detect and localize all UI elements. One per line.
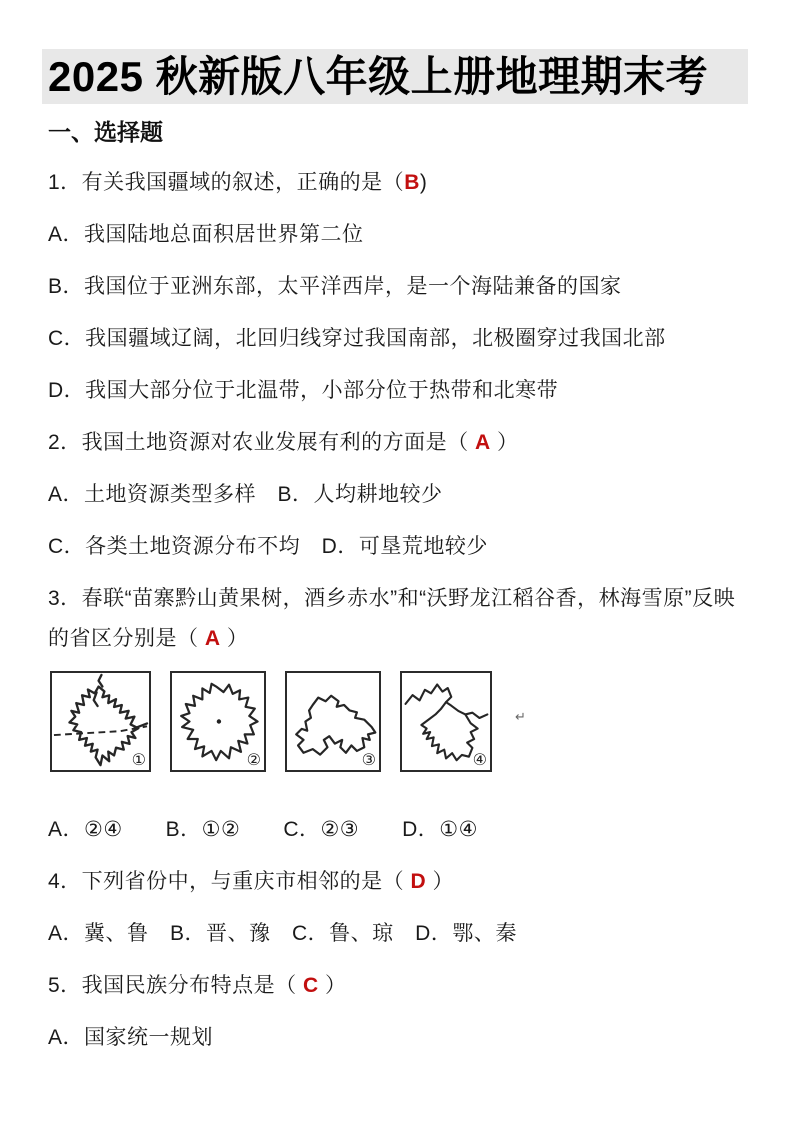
capital-city-dot xyxy=(217,719,221,723)
province-outline xyxy=(421,702,477,760)
question-1-option-b: B．我国位于亚洲东部，太平洋西岸，是一个海陆兼备的国家 xyxy=(48,275,622,298)
question-1-text: 1．有关我国疆域的叙述，正确的是（ xyxy=(48,171,405,194)
question-3-close: ） xyxy=(220,627,249,650)
question-5-stem xyxy=(48,966,748,1006)
question-5-text: 5．我国民族分布特点是（ xyxy=(48,974,304,997)
question-2-stem xyxy=(48,423,748,463)
page-title: 2025 秋新版八年级上册地理期末考 xyxy=(42,49,748,104)
province-outline xyxy=(69,687,138,766)
paragraph-return-mark: ↵ xyxy=(515,709,526,724)
question-4-options: A．冀、鲁 B．晋、豫 C．鲁、琼 D．鄂、秦 xyxy=(48,922,517,945)
province-map-2 xyxy=(170,671,266,772)
question-3-options: A．②④ B．①② C．②③ D．①④ xyxy=(48,818,478,841)
question-4-close: ） xyxy=(426,870,455,893)
question-4-answer: D xyxy=(410,870,427,893)
question-2-options-cd: C．各类土地资源分布不均 D．可垦荒地较少 xyxy=(48,535,488,558)
map-4-label: ④ xyxy=(472,752,487,769)
question-5-answer: C xyxy=(303,974,319,997)
section-heading: 一、选择题 xyxy=(48,119,163,145)
question-1-answer: B xyxy=(404,171,420,194)
province-map-4 xyxy=(400,671,492,772)
question-2-text: 2．我国土地资源对农业发展有利的方面是（ xyxy=(48,431,476,454)
map-2-label: ② xyxy=(246,752,261,769)
province-map-1 xyxy=(50,671,151,772)
question-1-close: ) xyxy=(419,171,428,194)
map-1-label: ① xyxy=(131,752,146,769)
question-3-answer: A xyxy=(204,627,221,650)
map-3-label: ③ xyxy=(361,752,376,769)
question-2-options-ab: A．土地资源类型多样 B．人均耕地较少 xyxy=(48,483,443,506)
question-5-option-a: A．国家统一规划 xyxy=(48,1026,214,1049)
question-1-option-d: D．我国大部分位于北温带，小部分位于热带和北寒带 xyxy=(48,379,559,402)
question-1-option-a: A．我国陆地总面积居世界第二位 xyxy=(48,223,364,246)
question-5-close: ） xyxy=(318,974,347,997)
question-4-text: 4．下列省份中，与重庆市相邻的是（ xyxy=(48,870,411,893)
question-4-stem xyxy=(48,862,748,902)
question-1-stem xyxy=(48,163,748,203)
question-1-option-c: C．我国疆域辽阔，北回归线穿过我国南部，北极圈穿过我国北部 xyxy=(48,327,666,350)
border-connector-line xyxy=(99,675,103,687)
question-2-answer: A xyxy=(475,431,491,454)
question-3-text: 3．春联“苗寨黔山黄果树，酒乡赤水”和“沃野龙江稻谷香，林海雪原”反映的省区分别是（ xyxy=(48,587,736,650)
province-maps-figure xyxy=(50,671,748,772)
province-map-3 xyxy=(285,671,381,772)
province-outline xyxy=(296,696,375,755)
question-3-stem xyxy=(48,579,748,659)
question-2-close: ） xyxy=(490,431,519,454)
